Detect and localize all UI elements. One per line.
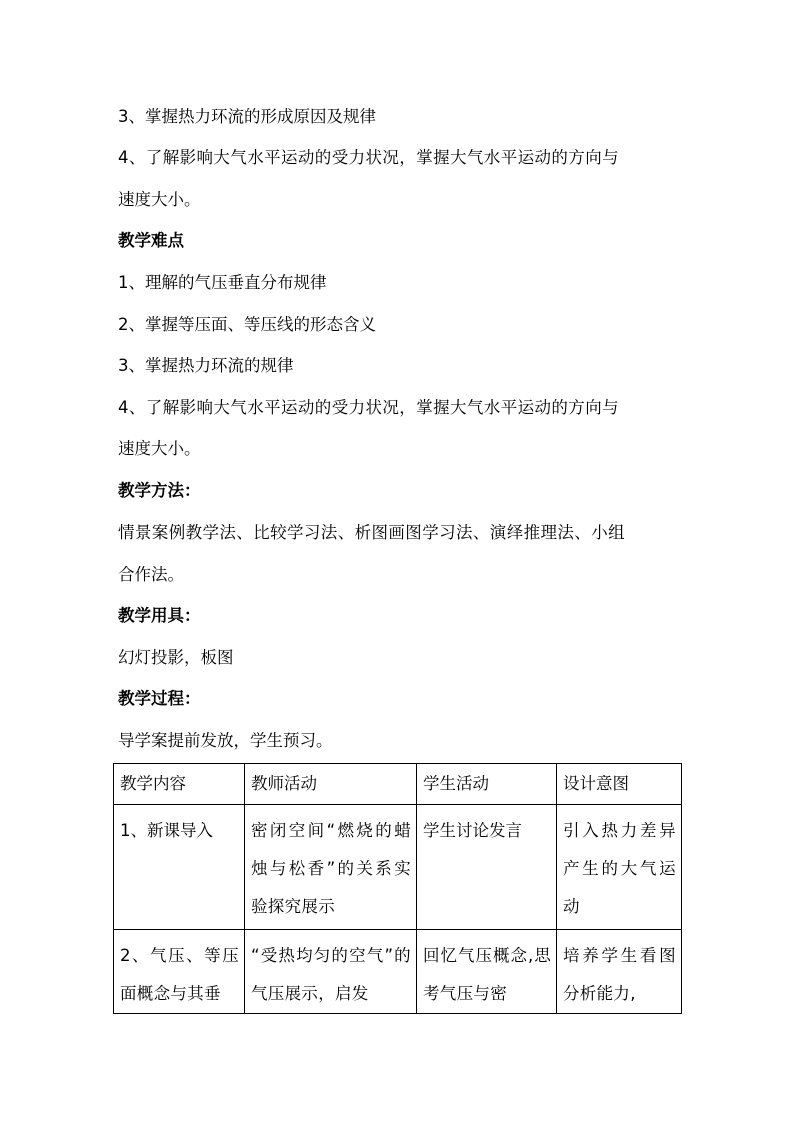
heading-tools: 教学用具： <box>118 606 201 625</box>
heading-methods: 教学方法： <box>118 481 201 500</box>
objective-4: 4、了解影响大气水平运动的受力状况，掌握大气水平运动的方向与 <box>118 148 619 167</box>
cell-content: 2、气压、等压面概念与其垂 <box>120 946 239 1003</box>
table-header-row <box>114 764 682 805</box>
table-row <box>114 930 682 1014</box>
cell-teacher-activity: “受热均匀的空气”的气压展示，启发 <box>251 946 411 1003</box>
lesson-plan-table <box>113 763 682 1014</box>
objective-4-cont: 速度大小。 <box>118 190 201 209</box>
tools-text: 幻灯投影，板图 <box>118 648 234 667</box>
cell-teacher-activity: 密闭空间“燃烧的蜡烛与松香”的关系实验探究展示 <box>251 821 411 916</box>
heading-difficulties: 教学难点 <box>118 231 184 250</box>
methods-text-cont: 合作法。 <box>118 565 184 584</box>
difficulty-1: 1、理解的气压垂直分布规律 <box>118 273 327 292</box>
cell-student-activity: 学生讨论发言 <box>423 821 522 840</box>
cell-design-intent: 引入热力差异产生的大气运动 <box>563 821 676 916</box>
table-row <box>114 805 682 930</box>
methods-text: 情景案例教学法、比较学习法、析图画图学习法、演绎推理法、小组 <box>118 523 625 542</box>
header-teacher-activity: 教师活动 <box>251 774 317 793</box>
objective-3: 3、掌握热力环流的形成原因及规律 <box>118 107 376 126</box>
header-student-activity: 学生活动 <box>423 774 489 793</box>
header-content: 教学内容 <box>120 774 186 793</box>
cell-student-activity: 回忆气压概念,思考气压与密 <box>423 946 551 1003</box>
cell-content: 1、新课导入 <box>120 821 213 840</box>
difficulty-4: 4、了解影响大气水平运动的受力状况，掌握大气水平运动的方向与 <box>118 398 619 417</box>
header-design-intent: 设计意图 <box>563 774 629 793</box>
difficulty-2: 2、掌握等压面、等压线的形态含义 <box>118 315 376 334</box>
difficulty-4-cont: 速度大小。 <box>118 439 201 458</box>
cell-design-intent: 培养学生看图分析能力, <box>563 946 676 1003</box>
heading-process: 教学过程： <box>118 689 201 708</box>
difficulty-3: 3、掌握热力环流的规律 <box>118 356 294 375</box>
process-intro: 导学案提前发放，学生预习。 <box>118 731 333 750</box>
